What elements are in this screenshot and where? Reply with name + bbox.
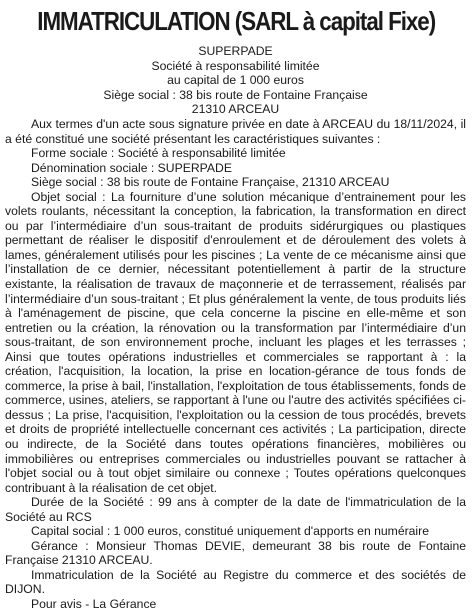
notice-body bbox=[5, 117, 466, 612]
company-type: Société à responsabilité limitée bbox=[151, 58, 320, 73]
company-seat: Siège social : 38 bis route de Fontaine Française bbox=[103, 87, 368, 102]
intro-paragraph: Aux termes d'un acte sous signature privée en date à ARCEAU du 18/11/2024, il a été constitué une société présentant les caractéristiques suivantes : bbox=[5, 116, 466, 146]
corporate-purpose-paragraph: Objet social : La fourniture d’une solution mécanique d’entrainement pour les volets roulants, nécessitant la conception, la fabrication, la transformation en direct ou par l’intermédiaire d’un sous-traitant de produits sidérurgiques ou plastiques permettant de réaliser le dispositif d'enroulement et de déroulement des volets à lames, généralement utilisés pour les piscines ; La vente de ce mécanisme ainsi que l’installation de ce dernier, nécessitant potentiellement à partir de la structure existante, la réalisation de travaux de maçonnerie et de terrassement, réalisés par l’intermédiaire d’un sous-traitant ; Et plus généralement la vente, de tous produits liés à l'aménagement de piscine, que cela concerne la piscine en elle-même et son entretien ou la création, la rénovation ou la transformation par l’intermédiaire d’un sous-traitant, de son environnement proche, incluant les plages et les terrasses ; Ainsi que toutes opérations industrielles et commerciales se rapportant à : la création, l'acquisition, la location, la prise en location-gérance de tous fonds de commerce, la prise à bail, l'installation, l'exploitation de tous établissements, fonds de commerce, usines, ateliers, se rapportant à l'une ou l'autre des activités spécifiées ci-dessus ; La prise, l'acquisition, l'exploitation ou la cession de tous procédés, brevets et droits de propriété intellectuelle concernant ces activités ; La participation, directe ou indirecte, de la Société dans toutes opérations financières, mobilières ou immobilières ou entreprises commerciales ou industrielles pouvant se rattacher à l'objet social ou à tout objet similaire ou connexe ; Toutes opérations quelconques contribuant à la réalisation de cet objet. bbox=[5, 189, 466, 495]
company-name: SUPERPADE bbox=[198, 44, 273, 58]
registration-line: Immatriculation de la Société au Registre du commerce et des sociétés de DIJON. bbox=[5, 567, 466, 597]
signature-line: Pour avis - La Gérance bbox=[31, 597, 157, 612]
notice-title: IMMATRICULATION (SARL à capital Fixe) bbox=[37, 6, 436, 36]
share-capital-line: Capital social : 1 000 euros, constitué uniquement d'apports en numéraire bbox=[31, 524, 429, 539]
duration-paragraph: Durée de la Société : 99 ans à compter de la date de l'immatriculation de la Société au RCS bbox=[5, 495, 466, 524]
management-paragraph: Gérance : Monsieur Thomas DEVIE, demeurant 38 bis route de Fontaine Française 21310 ARCEAU. bbox=[5, 538, 466, 568]
legal-form-line: Forme sociale : Société à responsabilité limitée bbox=[31, 146, 286, 161]
registered-office-line: Siège social : 38 bis route de Fontaine Française, 21310 ARCEAU bbox=[31, 175, 390, 190]
company-name-line: Dénomination sociale : SUPERPADE bbox=[31, 160, 232, 175]
company-city: 21310 ARCEAU bbox=[191, 102, 280, 117]
company-header bbox=[5, 44, 466, 117]
company-capital: au capital de 1 000 euros bbox=[167, 73, 304, 88]
